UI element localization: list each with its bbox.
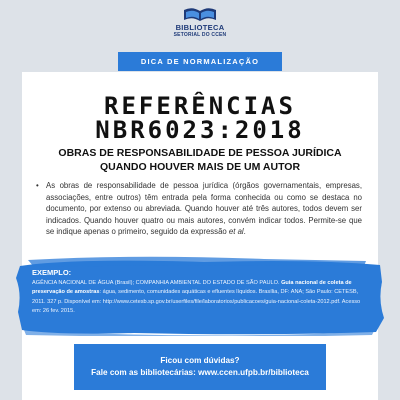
example-text	[32, 268, 368, 317]
footer-question: Ficou com dúvidas?	[160, 356, 240, 365]
content-card	[22, 72, 378, 400]
example-box	[14, 256, 386, 336]
logo-title: BIBLIOTECA	[175, 23, 225, 32]
subtitle-line-2: QUANDO HOUVER MAIS DE UM AUTOR	[99, 161, 301, 173]
contact-footer	[74, 344, 326, 390]
tip-banner: DICA DE NORMALIZAÇÃO	[118, 52, 282, 71]
example-label: EXEMPLO:	[32, 268, 72, 277]
footer-contact: Fale com as bibliotecárias: www.ccen.ufpb.br/biblioteca	[91, 368, 309, 377]
page-title: REFERÊNCIAS	[104, 92, 296, 120]
page-subtitle	[22, 146, 378, 174]
rule-text	[38, 180, 362, 238]
bullet-icon: •	[36, 181, 39, 190]
example-citation-authors: AGÊNCIA NACIONAL DE ÁGUA (Brasil); COMPANHIA AMBIENTAL DO ESTADO DE SÃO PAULO.	[32, 280, 282, 286]
example-citation-title: Guia nacional de coleta de preservação de amostras	[32, 280, 352, 296]
rule-text-italic: et al	[228, 227, 244, 237]
page-title-standard: NBR6023:2018	[95, 116, 305, 144]
open-book-icon	[180, 4, 220, 24]
logo-subtitle: SETORIAL DO CCEN	[173, 32, 227, 38]
library-logo	[168, 4, 232, 46]
example-citation-rest: : água, sedimento, comunidades aquáticas e efluentes líquidos. Brasília, DF: ANA; São Paulo: CETESB, 2011. 327 p. Disponível em: http://www.cetesb.sp.gov.br/userfiles/file/laboratorios/publicacoes/guia-nacional-coleta-2012.pdf. Acesso em: 26 fev. 2015.	[32, 289, 361, 315]
rule-text-end: .	[243, 227, 246, 237]
rule-text-main: As obras de responsabilidade de pessoa jurídica (órgãos governamentais, empresas, associações, entre outros) têm entrada pela forma conhecida ou como se destaca no documento, por extenso ou abreviada. Quando houver até três autores, todos devem ser indicados. Quando houver quatro ou mais autores, convém indicar todos. Permite-se que se indique apenas o primeiro, seguido da expressão	[46, 181, 362, 237]
subtitle-line-1: OBRAS DE RESPONSABILIDADE DE PESSOA JURÍDICA	[58, 147, 342, 159]
rule-description	[38, 180, 362, 238]
